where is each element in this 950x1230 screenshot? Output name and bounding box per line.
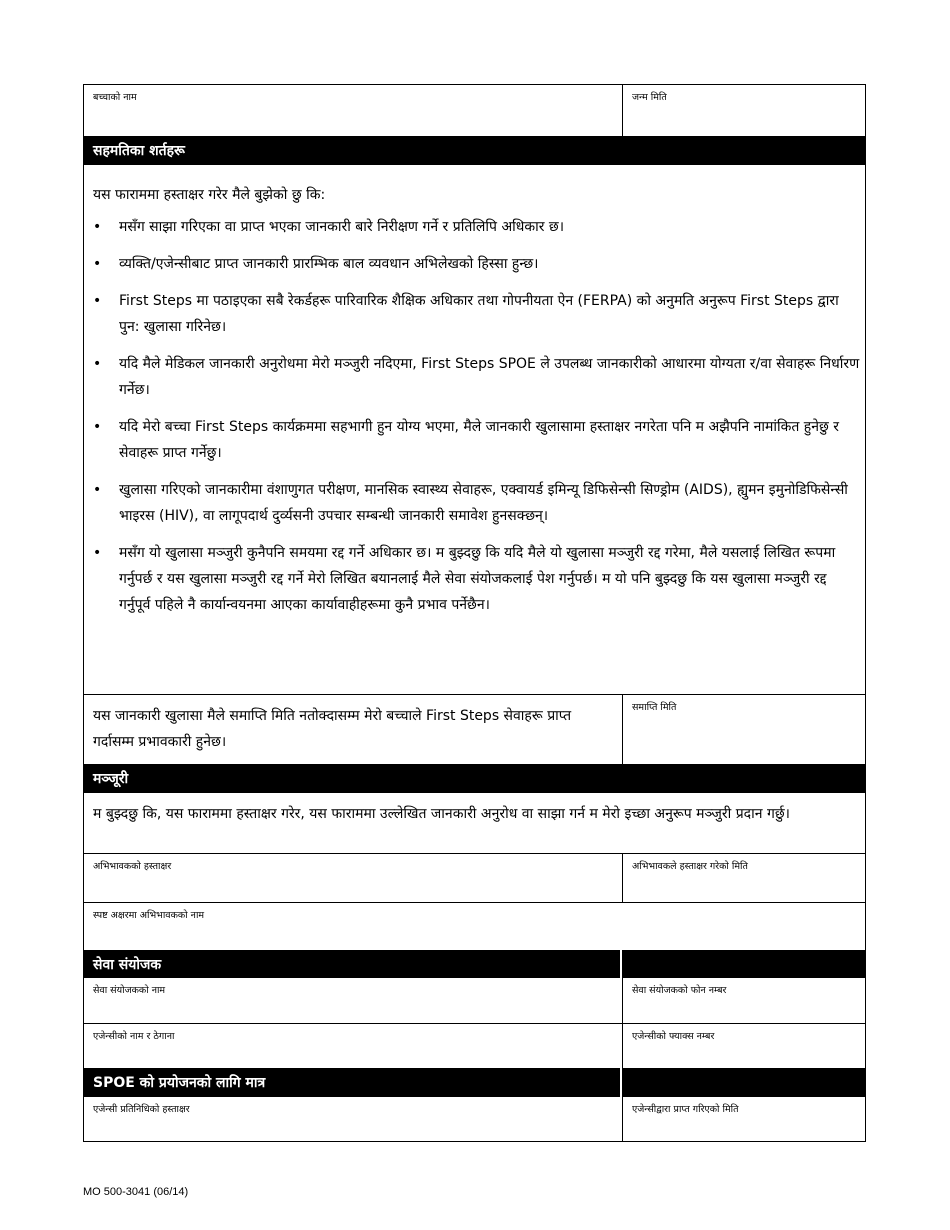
list-item: • मसँग यो खुलासा मञ्जुरी कुनैपनि समयमा रद्द गर्ने अधिकार छ। म बुझ्दछु कि यदि मैले यो खुलासा मञ्जुरी रद्द गरेमा, मैले यसलाई लिखित रूपमा गर्नुपर्छ र यस खुलासा मञ्जुरी रद्द गर्ने मेरो लिखित बयानलाई मैले सेवा संयोजकलाई पेश गर्नुपर्छ। म यो पनि बुझ्दछु कि यस खुलासा मञ्जुरी रद्द गर्नुपूर्व पहिले नै कार्यान्वयनमा आएका कार्यावाहीहरूमा कुनै प्रभाव पर्नेछैन। <box>93 540 861 618</box>
parent-signed-date-label: अभिभावकले हस्ताक्षर गरेको मिति <box>632 861 748 872</box>
coordinator-header-text: सेवा संयोजक <box>93 957 162 973</box>
agency-received-date-field[interactable] <box>623 1097 865 1141</box>
form-number: MO 500-3041 (06/14) <box>83 1186 189 1198</box>
coordinator-phone-field[interactable] <box>623 978 865 1023</box>
agency-name-address-label: एजेन्सीको नाम र ठेगाना <box>93 1031 175 1042</box>
consent-text: म बुझ्दछु कि, यस फाराममा हस्ताक्षर गरेर, यस फाराममा उल्लेखित जानकारी अनुरोध वा साझा गर्न म मेरो इच्छा अनुरूप मञ्जुरी प्रदान गर्छु। <box>93 806 790 822</box>
agency-received-date-label: एजेन्सीद्वारा प्राप्त गरिएको मिति <box>632 1104 739 1115</box>
agency-fax-field[interactable] <box>623 1024 865 1068</box>
list-item: • यदि मैले मेडिकल जानकारी अनुरोधमा मेरो मञ्जुरी नदिएमा, First Steps SPOE ले उपलब्ध जानकारीको आधारमा योग्यता र/वा सेवाहरू निर्धारण गर्नेछ। <box>93 351 861 403</box>
divider <box>620 1068 622 1097</box>
list-item: • First Steps मा पठाइएका सबै रेकर्डहरू पारिवारिक शैक्षिक अधिकार तथा गोपनीयता ऐन (FERPA) को अनुमति अनुरूप First Steps द्वारा पुन: खुलासा गरिनेछ। <box>93 288 861 340</box>
parent-signed-date-field[interactable] <box>623 854 865 902</box>
list-item: • खुलासा गरिएको जानकारीमा वंशाणुगत परीक्षण, मानसिक स्वास्थ्य सेवाहरू, एक्वायर्ड इमिन्यू डिफिसेन्सी सिण्ड्रोम (AIDS), ह्युमन इमुनोडिफिसेन्सी भाइरस (HIV), वा लागूपदार्थ दुर्व्यसनी उपचार सम्बन्धी जानकारी समावेश हुनसक्छन्। <box>93 477 861 529</box>
parent-signature-field[interactable] <box>84 854 622 902</box>
birth-date-field[interactable] <box>623 85 865 136</box>
consent-header-text: मञ्जूरी <box>93 771 129 787</box>
child-name-field[interactable] <box>84 85 622 136</box>
terms-intro: यस फाराममा हस्ताक्षर गरेर मैले बुझेको छु कि: <box>93 187 326 203</box>
agency-rep-signature-field[interactable] <box>84 1097 622 1141</box>
terms-header-text: सहमतिका शर्तहरू <box>93 143 185 159</box>
parent-printed-name-label: स्पष्ट अक्षरमा अभिभावकको नाम <box>93 910 205 921</box>
terms-section-header <box>84 136 865 165</box>
coordinator-name-field[interactable] <box>84 978 622 1023</box>
spoe-header-text: SPOE को प्रयोजनको लागि मात्र <box>93 1075 266 1091</box>
coordinator-phone-label: सेवा संयोजकको फोन नम्बर <box>632 985 727 996</box>
spoe-section-header <box>84 1068 865 1097</box>
consent-section-header <box>84 764 865 793</box>
list-item: • व्यक्ति/एजेन्सीबाट प्राप्त जानकारी प्रारम्भिक बाल व्यवधान अभिलेखको हिस्सा हुन्छ। <box>93 251 861 277</box>
expiration-date-label: समाप्ति मिति <box>632 702 677 713</box>
agency-rep-signature-label: एजेन्सी प्रतिनिधिको हस्ताक्षर <box>93 1104 190 1115</box>
birth-date-label: जन्म मिति <box>632 92 667 103</box>
consent-form <box>83 84 866 1142</box>
list-item: • मसँग साझा गरिएका वा प्राप्त भएका जानकारी बारे निरीक्षण गर्ने र प्रतिलिपि अधिकार छ। <box>93 214 861 240</box>
divider <box>620 950 622 978</box>
list-item: • यदि मेरो बच्चा First Steps कार्यक्रममा सहभागी हुन योग्य भएमा, मैले जानकारी खुलासामा हस्ताक्षर नगरेता पनि म अझैपनि नामांकित हुनेछु र सेवाहरू प्राप्त गर्नेछु। <box>93 414 861 466</box>
coordinator-name-label: सेवा संयोजकको नाम <box>93 985 166 996</box>
agency-fax-label: एजेन्सीको फ्याक्स नम्बर <box>632 1031 715 1042</box>
parent-signature-label: अभिभावकको हस्ताक्षर <box>93 861 172 872</box>
expiration-date-field[interactable] <box>623 695 865 764</box>
expiration-text: यस जानकारी खुलासा मैले समाप्ति मिति नतोक्दासम्म मेरो बच्चाले First Steps सेवाहरू प्राप्त गर्दासम्म प्रभावकारी हुनेछ। <box>93 708 572 750</box>
terms-list <box>93 214 861 629</box>
agency-name-address-field[interactable] <box>84 1024 622 1068</box>
parent-printed-name-field[interactable] <box>84 903 865 950</box>
coordinator-section-header <box>84 950 865 978</box>
child-name-label: बच्चाको नाम <box>93 92 137 103</box>
